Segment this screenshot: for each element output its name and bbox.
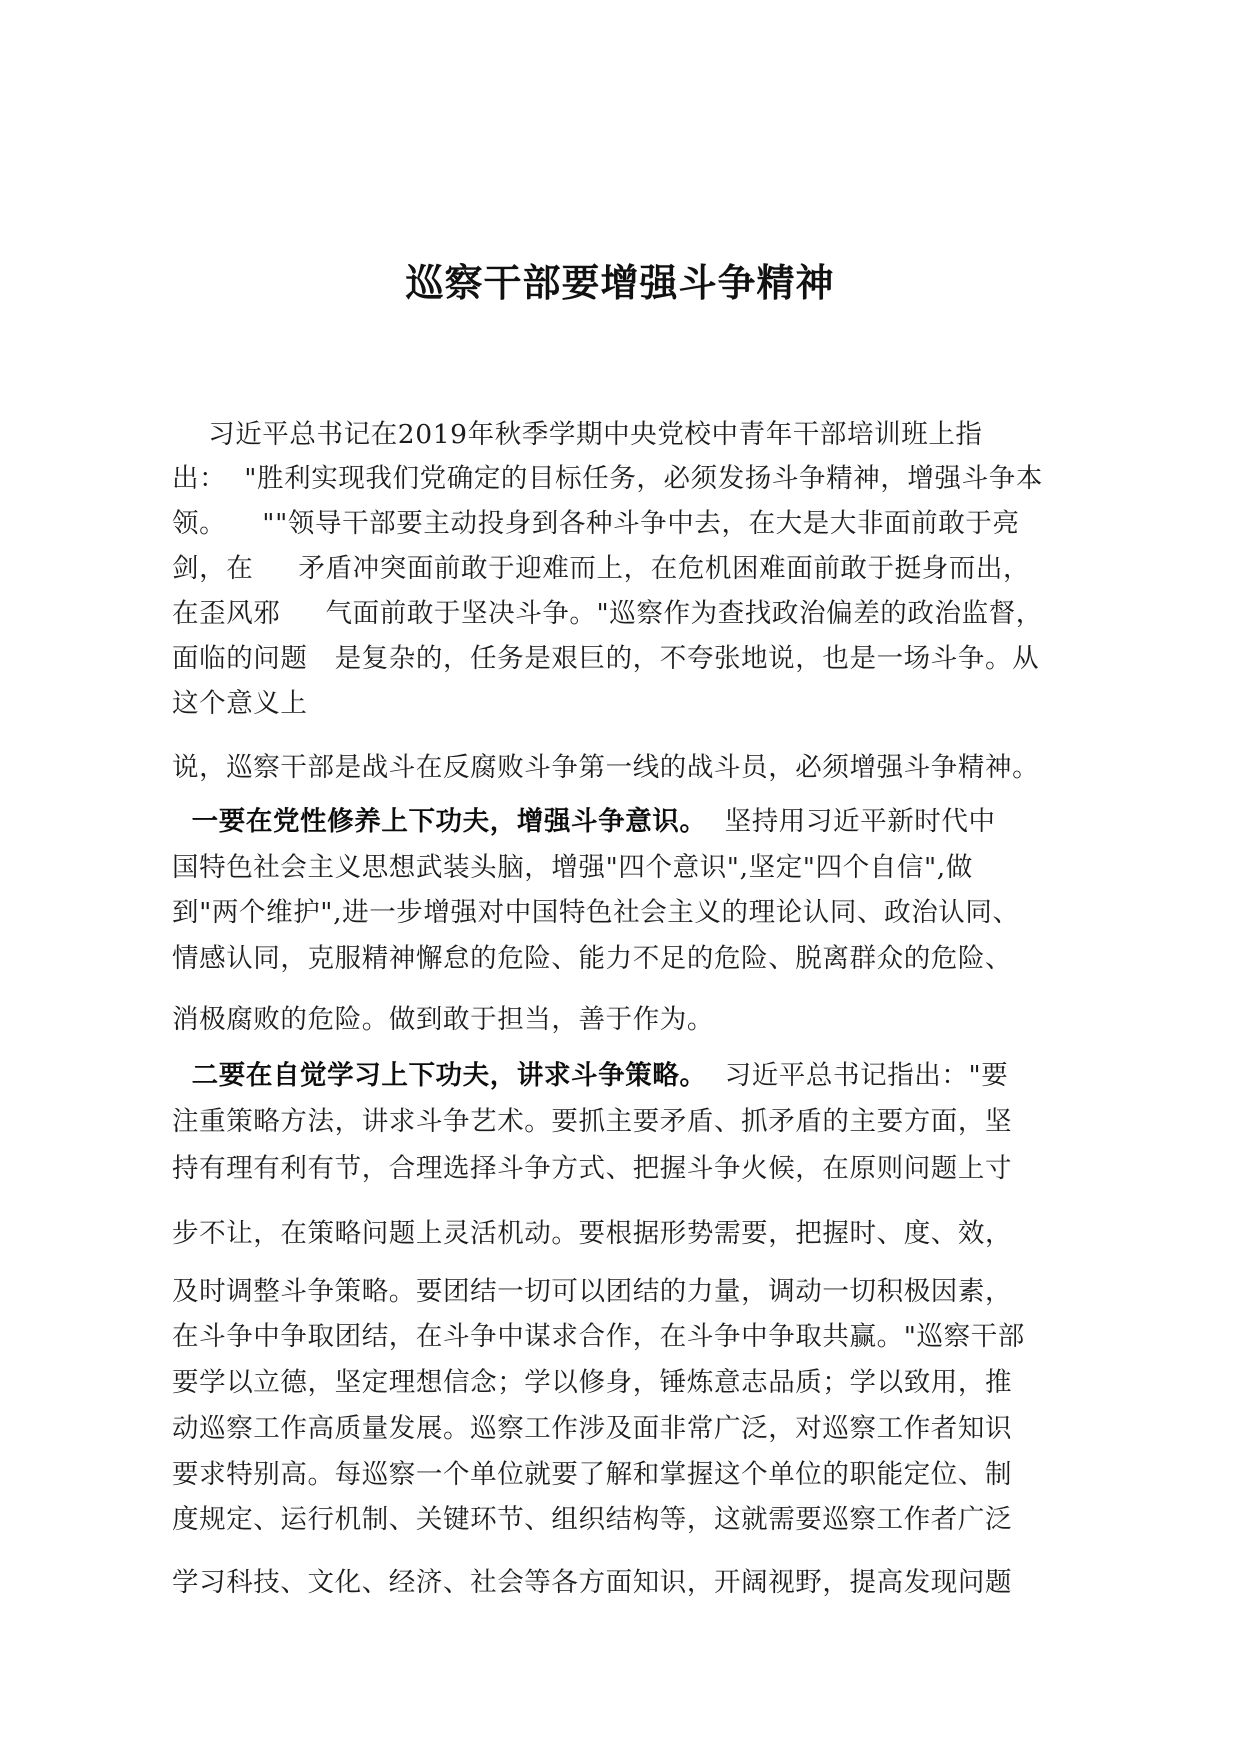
body-line: 注重策略方法，讲求斗争艺术。要抓主要矛盾、抓矛盾的主要方面，坚: [172, 1106, 1013, 1137]
body-line: 在斗争中争取团结，在斗争中谋求合作，在斗争中争取共赢。"巡察干部: [172, 1321, 1025, 1352]
body-line: 度规定、运行机制、关键环节、组织结构等，这就需要巡察工作者广泛: [172, 1504, 1013, 1535]
body-line: 及时调整斗争策略。要团结一切可以团结的力量，调动一切积极因素，: [172, 1276, 1013, 1307]
body-line: 动巡察工作高质量发展。巡察工作涉及面非常广泛，对巡察工作者知识: [172, 1413, 1013, 1444]
body-line: 剑，在 矛盾冲突面前敢于迎难而上，在危机困难面前敢于挺身而出，: [172, 553, 1031, 584]
body-line: 这个意义上: [172, 688, 308, 719]
section-heading-line: 一要在党性修养上下功夫，增强斗争意识。 坚持用习近平新时代中: [172, 806, 996, 837]
body-line: 领。 ""领导干部要主动投身到各种斗争中去，在大是大非面前敢于亮: [172, 508, 1020, 539]
body-line: 要求特别高。每巡察一个单位就要了解和掌握这个单位的职能定位、制: [172, 1459, 1013, 1490]
body-line: 习近平总书记在2019年秋季学期中央党校中青年干部培训班上指: [172, 419, 983, 450]
body-line: 情感认同，克服精神懈怠的危险、能力不足的危险、脱离群众的危险、: [172, 943, 1013, 974]
body-line: 到"两个维护",进一步增强对中国特色社会主义的理论认同、政治认同、: [172, 897, 1020, 928]
section-heading: 二要在自觉学习上下功夫，讲求斗争策略。: [172, 1060, 707, 1091]
body-line: 在歪风邪 气面前敢于坚决斗争。"巡察作为查找政治偏差的政治监督，: [172, 598, 1043, 629]
body-line: 国特色社会主义思想武装头脑，增强"四个意识",坚定"四个自信",做: [172, 852, 973, 883]
body-line: 面临的问题 是复杂的，任务是艰巨的，不夸张地说，也是一场斗争。从: [172, 643, 1040, 674]
section-heading: 一要在党性修养上下功夫，增强斗争意识。: [172, 806, 707, 837]
body-line: 消极腐败的危险。做到敢于担当，善于作为。: [172, 1004, 714, 1035]
body-line: 要学以立德，坚定理想信念；学以修身，锤炼意志品质；学以致用，推: [172, 1367, 1013, 1398]
body-line: 出： "胜利实现我们党确定的目标任务，必须发扬斗争精神，增强斗争本: [172, 463, 1043, 494]
body-line: 持有理有利有节，合理选择斗争方式、把握斗争火候，在原则问题上寸: [172, 1153, 1013, 1184]
body-line: 说，巡察干部是战斗在反腐败斗争第一线的战斗员，必须增强斗争精神。: [172, 752, 1040, 783]
section-heading-line: 二要在自觉学习上下功夫，讲求斗争策略。 习近平总书记指出："要: [172, 1060, 1009, 1091]
body-line: 步不让，在策略问题上灵活机动。要根据形势需要，把握时、度、效，: [172, 1218, 1013, 1249]
document-title: 巡察干部要增强斗争精神: [405, 261, 835, 305]
body-line: 学习科技、文化、经济、社会等各方面知识，开阔视野，提高发现问题: [172, 1567, 1013, 1598]
